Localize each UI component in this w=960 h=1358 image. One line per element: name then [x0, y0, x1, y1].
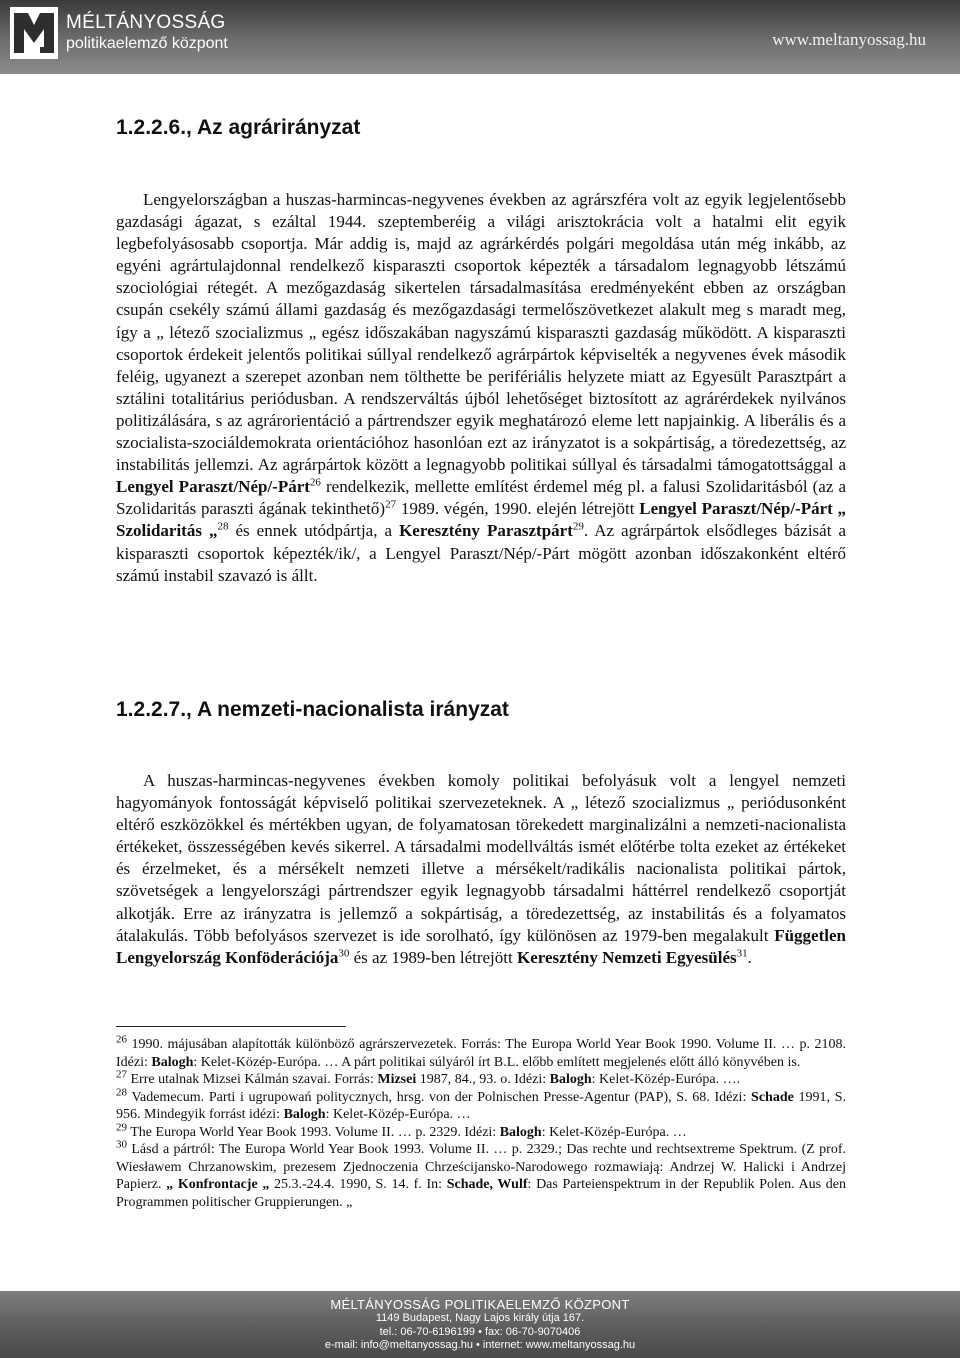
brand-block: [66, 12, 228, 54]
text-segment: A huszas-harmincas-negyvenes években komoly politikai befolyásuk volt a lengyel nemzeti hagyományok fontosságát képviselő politikai szervezeteknek.: [116, 771, 846, 813]
text-segment: és az 1989-ben létrejött: [353, 947, 513, 967]
text-segment: .: [747, 947, 752, 967]
footnote-number: 27: [116, 1068, 127, 1081]
footnote-ref-26[interactable]: 26: [309, 476, 321, 489]
footnote-author: Balogh: [283, 1107, 326, 1122]
footnote-text: 1990. májusában alapították különböző agrárszervezetek. Forrás: The Europa World Year Book 1990. Volume II. … p. 2108. Idézi:: [116, 1037, 846, 1070]
text-segment: rendelkezik, mellette említést érdemel még pl. a falusi Szolidaritásból (az a Szolidaritás paraszti ágának tekinthető): [116, 477, 847, 519]
footnote-number: 26: [116, 1033, 127, 1046]
party-name-psl: Lengyel Paraszt/Nép/-Párt: [116, 477, 310, 497]
footer-contact[interactable]: e-mail: info@meltanyossag.hu • internet: www.meltanyossag.hu: [324, 1339, 636, 1351]
footnotes: [116, 1033, 847, 1211]
footnote-text: 25.3.-24.4. 1990, S. 14. f. In:: [274, 1177, 443, 1192]
page-footer: [0, 1291, 960, 1358]
footnote-ref-28[interactable]: 28: [217, 520, 229, 533]
footnote-divider: [116, 1026, 346, 1027]
text-segment: Erre az irányzatra is jellemző a sokpártiság, a töredezettség, az instabilitás és a folyamatos átalakulás.: [116, 903, 846, 945]
footnote-number: 30: [116, 1138, 127, 1151]
footer-phone: tel.: 06-70-6196199 • fax: 06-70-9070406: [379, 1325, 581, 1338]
footnote-number: 28: [116, 1085, 127, 1098]
page-header: [0, 0, 960, 74]
section-heading-agrar: 1.2.2.6., Az agrárirányzat: [116, 116, 361, 139]
text-segment: Több befolyásos szervezet is ide sorolható, így különösen az 1979-ben megalakult: [193, 925, 769, 945]
party-name-keresztény-parasztpart: Keresztény Parasztpárt: [399, 521, 573, 541]
footnote-30: [116, 1138, 847, 1211]
section-heading-nemzeti: 1.2.2.7., A nemzeti-nacionalista irányzat: [116, 698, 509, 721]
footnote-text: : Das Parteienspektrum in der Republik Polen. Aus den Programmen politischer Gruppierungen. „: [116, 1177, 847, 1210]
footnote-text: : Kelet-Közép-Európa. …: [325, 1107, 471, 1122]
footnote-text: : Kelet-Közép-Európa. …: [541, 1124, 687, 1140]
footnote-text: Vademecum. Parti i ugrupowań politycznych, hrsg. von der Polnischen Presse-Agentur (PAP), S. 68. Idézi:: [131, 1089, 747, 1105]
text-segment: Az agrárpártok között a legnagyobb politikai súllyal és társadalmi támogatottsággal a: [257, 455, 847, 475]
footnote-text: 1987, 84., 93. o. Idézi:: [419, 1072, 547, 1087]
text-segment: A „ létező szocializmus „ periódusonként eltérő eszközökkel és mértékben ugyan, de folyamatosan törekedett marginalizálni a nemzeti-nacionalista értékeket, összességében kevés sikerrel.: [116, 793, 846, 857]
footnote-author: Schade, Wulf: [446, 1177, 528, 1192]
text-segment: A mezőgazdaság sikertelen társadalmasítása eredményeként ebben az országban csupán csekély számú állami gazdaság és mezőgazdasági termelőszövetkezet alakult meg s maradt meg, így a „ létező szocializmus „ egész időszakában nagyszámú kisparaszti gazdaság működött.: [116, 278, 847, 342]
meltanyossag-logo-icon: [10, 7, 58, 59]
text-segment: Már addig is, majd az agrárkérdés polgári megoldása után még inkább, az egyéni agrártulajdonnal rendelkező kisparaszti csoportok képezték a társadalom legnagyobb létszámú szociológiai rétegét.: [116, 234, 846, 298]
brand-subtitle: politikaelemző központ: [66, 35, 228, 52]
text-segment: A liberális és a szocialista-szociáldemokrata orientációhoz hasonlóan ezt az irányzatot is a sokpártiság, a töredezettség, az instabilitás jellemzi.: [116, 410, 846, 475]
footnote-text: Erre utalnak Mizsei Kálmán szavai. Forrás:: [130, 1072, 374, 1087]
footnote-text: Lásd a pártról: The Europa World Year Book 1993. Volume II. … p. 2329.; Das rechte und rechtsextreme Spektrum. (Z prof. Wiesławem Chrzanowskim, prezesem Zjednoczenia Chrześcijansko-Narodowego rozmawiają: Andrzej W. Halicki i Andrzej Papierz.: [116, 1142, 846, 1192]
footnote-29: [116, 1120, 846, 1142]
footnote-text: The Europa World Year Book 1993. Volume II. … p. 2329. Idézi:: [130, 1124, 497, 1140]
footnote-source: „ Konfrontacje „: [166, 1177, 270, 1192]
footnote-author: Balogh: [549, 1072, 592, 1087]
text-segment: . Az agrárpártok elsődleges bázisát a kisparaszti csoportok képezték/ik/, a Lengyel Paraszt/Nép/-Párt mögött azonban időszakonként eltérő számú instabil szavazó is állt.: [116, 521, 847, 585]
paragraph-agrar: [116, 189, 846, 587]
party-name-kpn: Független Lengyelország Konföderációja: [116, 925, 846, 967]
footnote-28: [116, 1085, 847, 1124]
text-segment: és ennek utódpártja, a: [235, 521, 393, 541]
footnote-author: Mizsei: [377, 1072, 417, 1087]
text-segment: A társadalmi modellváltás ismét előtérbe tolta ezeket az értékeket és érzelmeket, és a mérsékelt nemzeti illetve a mérsékelt/radikális nacionalista politikai pártok, szövetségek a lengyelországi pártrendszer egyik legnagyobb társadalmi háttérrel rendelkező csoportját alkotják.: [116, 837, 847, 923]
footnote-author: Schade: [751, 1089, 794, 1105]
paragraph-nemzeti: [116, 770, 846, 969]
text-segment: A rendszerváltás újból lehetőséget biztosított az agrárérdekek nyilvános politizálására, s az agrárorientáció a pártrendszer egyik meghatározó eleme lett napjainkig.: [116, 388, 847, 430]
party-name-zchn: Keresztény Nemzeti Egyesülés: [516, 947, 737, 967]
brand-name: MÉLTÁNYOSSÁG: [66, 12, 226, 33]
footnote-text: : Kelet-Közép-Európa. … A párt politikai súlyáról írt B.L. előbb említett megjelenés előtt álló könyvében is.: [193, 1054, 801, 1070]
party-name-psl-solidarnosc: Lengyel Paraszt/Nép/-Párt „ Szolidaritás „: [116, 499, 847, 541]
footnote-author: Balogh: [151, 1054, 194, 1070]
footnote-text: : Kelet-Közép-Európa. ….: [591, 1072, 741, 1087]
text-segment: A kisparaszti csoportok érdekeit jelentős politikai súllyal rendelkező agrárpártok képviselték a negyvenes évek második feléig, ugyanezt a szerepet azonban nem tölthette be perifériális helyzete miatt az Egyesült Parasztpárt a sztálini totalitárius periódusban.: [116, 322, 846, 408]
site-url-link[interactable]: www.meltanyossag.hu: [772, 30, 926, 49]
footnote-ref-30[interactable]: 30: [338, 947, 350, 960]
footnote-number: 29: [116, 1120, 127, 1133]
text-segment: Lengyelországban a huszas-harmincas-negyvenes években az agrárszféra volt az egyik legjelentősebb gazdasági ágazat, s ezáltal 1944. szeptemberéig a világi arisztokrácia volt a hatalmi elit egyik legbefolyásosabb csoportja.: [116, 190, 846, 254]
footnote-26: [116, 1033, 846, 1071]
footnote-27: [116, 1068, 846, 1089]
footnote-ref-31[interactable]: 31: [736, 947, 748, 960]
footer-address: 1149 Budapest, Nagy Lajos király útja 167.: [375, 1312, 585, 1324]
footnote-ref-29[interactable]: 29: [572, 520, 584, 533]
footnote-text: 1991, S. 956. Mindegyik forrást idézi:: [116, 1089, 847, 1122]
text-segment: 1989. végén, 1990. elején létrejött: [400, 499, 635, 519]
footnote-author: Balogh: [499, 1124, 542, 1140]
footnote-ref-27[interactable]: 27: [385, 498, 397, 511]
footer-org-name: MÉLTÁNYOSSÁG POLITIKAELEMZŐ KÖZPONT: [330, 1297, 630, 1312]
